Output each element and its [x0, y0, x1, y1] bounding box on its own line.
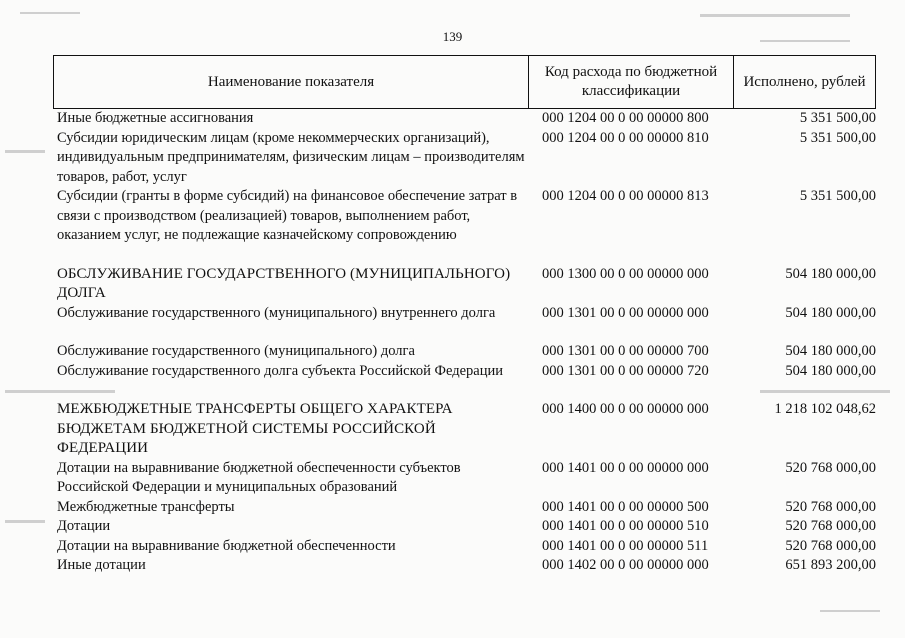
row-spacer — [57, 246, 876, 265]
table-header — [53, 55, 876, 109]
row-name: Иные бюджетные ассигнования — [57, 110, 254, 126]
row-name: Иные дотации — [57, 557, 146, 573]
row-code: 000 1401 00 0 00 00000 511 — [542, 537, 709, 554]
row-code: 000 1300 00 0 00 00000 000 — [542, 265, 709, 282]
row-code: 000 1204 00 0 00 00000 813 — [542, 188, 709, 204]
row-name: Дотации на выравнивание бюджетной обеспеченности — [57, 537, 396, 554]
row-code: 000 1204 00 0 00 00000 800 — [542, 110, 709, 126]
row-amount: 504 180 000,00 — [785, 362, 876, 379]
column-header-code: Код расхода по бюджетной классификации — [529, 56, 734, 108]
row-name: Обслуживание государственного (муниципального) внутреннего долга — [57, 304, 496, 321]
row-code: 000 1301 00 0 00 00000 720 — [542, 362, 709, 379]
row-name: Дотации на выравнивание бюджетной обеспеченности субъектов Российской Федерации и муниципальных образований — [57, 459, 461, 495]
table-row — [57, 517, 876, 537]
row-code: 000 1400 00 0 00 00000 000 — [542, 401, 709, 417]
table-row — [57, 304, 876, 324]
row-amount: 651 893 200,00 — [785, 557, 876, 573]
table-row — [57, 362, 876, 382]
row-code: 000 1301 00 0 00 00000 700 — [542, 343, 709, 359]
row-name: Межбюджетные трансферты — [57, 498, 235, 515]
row-spacer — [57, 381, 876, 400]
row-name: Обслуживание государственного (муниципального) долга — [57, 343, 415, 359]
row-amount: 520 768 000,00 — [785, 518, 876, 534]
row-amount: 5 351 500,00 — [799, 188, 876, 204]
row-code: 000 1204 00 0 00 00000 810 — [542, 129, 709, 146]
row-name: ОБСЛУЖИВАНИЕ ГОСУДАРСТВЕННОГО (МУНИЦИПАЛЬНОГО) ДОЛГА — [57, 265, 511, 301]
table-row-section — [57, 400, 876, 459]
column-header-name: Наименование показателя — [54, 56, 529, 108]
table-row — [57, 556, 876, 576]
row-name: Дотации — [57, 518, 111, 534]
scan-noise — [5, 520, 45, 523]
row-amount: 520 768 000,00 — [785, 537, 876, 554]
scan-noise — [820, 610, 880, 612]
row-name: Субсидии (гранты в форме субсидий) на финансовое обеспечение затрат в связи с производством (реализацией) товаров, выполнением работ, оказанием услуг, не подлежащие казначейскому сопровождению — [57, 188, 518, 243]
scan-noise — [700, 14, 850, 17]
row-code: 000 1402 00 0 00 00000 000 — [542, 557, 709, 573]
row-name: Обслуживание государственного долга субъекта Российской Федерации — [57, 362, 503, 379]
row-amount: 520 768 000,00 — [785, 459, 876, 476]
table-row-section — [57, 265, 876, 304]
scan-noise — [5, 150, 45, 153]
row-amount: 5 351 500,00 — [799, 129, 876, 146]
table-row — [57, 342, 876, 362]
table-row — [57, 498, 876, 518]
table-row — [57, 459, 876, 498]
scan-noise — [760, 40, 850, 42]
row-amount: 504 180 000,00 — [785, 265, 876, 282]
row-code: 000 1401 00 0 00 00000 510 — [542, 518, 709, 534]
row-amount: 504 180 000,00 — [785, 343, 876, 359]
row-spacer — [57, 323, 876, 342]
scan-noise — [760, 390, 890, 393]
column-header-amount: Исполнено, рублей — [743, 73, 866, 90]
row-code: 000 1401 00 0 00 00000 500 — [542, 498, 709, 515]
table-row — [57, 187, 876, 246]
row-code: 000 1301 00 0 00 00000 000 — [542, 304, 709, 321]
row-amount: 1 218 102 048,62 — [774, 401, 876, 417]
table-row — [57, 537, 876, 557]
scan-noise — [5, 390, 115, 393]
row-amount: 504 180 000,00 — [785, 304, 876, 321]
table-row — [57, 129, 876, 188]
row-amount: 5 351 500,00 — [799, 110, 876, 126]
row-name: МЕЖБЮДЖЕТНЫЕ ТРАНСФЕРТЫ ОБЩЕГО ХАРАКТЕРА БЮДЖЕТАМ БЮДЖЕТНОЙ СИСТЕМЫ РОССИЙСКОЙ ФЕДЕРАЦИИ — [57, 401, 453, 456]
row-amount: 520 768 000,00 — [785, 498, 876, 515]
table-row — [57, 109, 876, 129]
table-body — [57, 109, 876, 576]
row-code: 000 1401 00 0 00 00000 000 — [542, 459, 709, 476]
page-number: 139 — [442, 29, 463, 44]
scan-noise — [20, 12, 80, 14]
row-name: Субсидии юридическим лицам (кроме некоммерческих организаций), индивидуальным предпринимателям, физическим лицам – производителям товаров, работ, услуг — [57, 129, 525, 185]
